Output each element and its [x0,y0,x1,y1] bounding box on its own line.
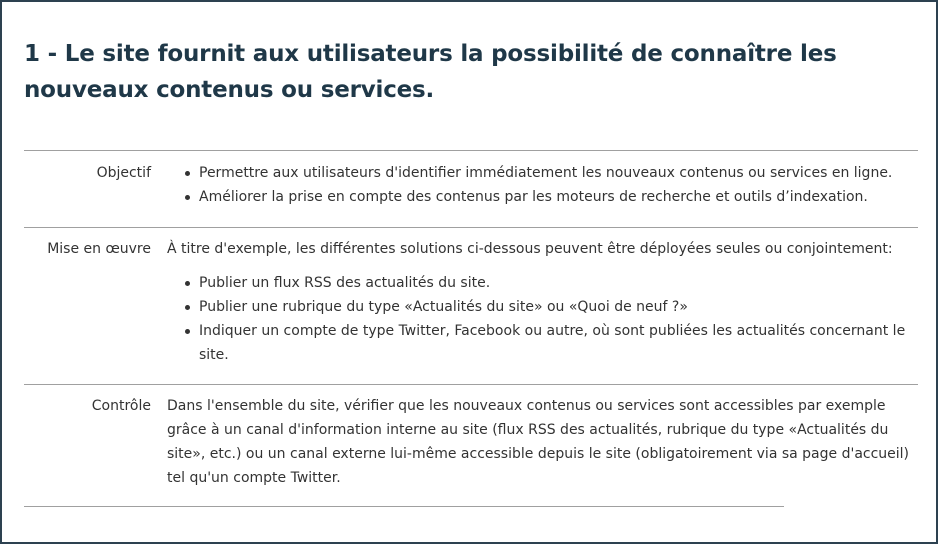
row-controle [24,384,918,507]
row-mise-en-oeuvre [24,227,918,384]
row-content-mise-en-oeuvre [167,237,918,384]
criteria-table [24,150,918,507]
page-title: 1 - Le site fournit aux utilisateurs la possibilité de connaître les nouveaux contenus ou services. [24,41,837,103]
row-content-objectif [167,161,918,227]
mise-en-oeuvre-list [167,271,918,367]
row-content-controle [167,394,918,507]
list-item: Indiquer un compte de type Twitter, Facebook ou autre, où sont publiées les actualités concernant le site. [199,319,918,367]
controle-text: Dans l'ensemble du site, vérifier que les nouveaux contenus ou services sont accessibles par exemple grâce à un canal d'information interne au site (flux RSS des actualités, rubrique du type «Actualités du site», etc.) ou un canal externe lui-même accessible depuis le site (obligatoirement via sa page d'accueil) tel qu'un compte Twitter. [167,398,910,486]
list-item: Améliorer la prise en compte des contenus par les moteurs de recherche et outils d’indexation. [199,185,918,209]
row-label-objectif: Objectif [96,165,151,181]
list-item: Permettre aux utilisateurs d'identifier immédiatement les nouveaux contenus ou services en ligne. [199,161,918,185]
row-label-controle: Contrôle [91,398,151,414]
mise-en-oeuvre-intro: À titre d'exemple, les différentes solutions ci-dessous peuvent être déployées seules ou conjointement: [167,241,893,257]
bottom-divider [24,506,784,507]
list-item: Publier un flux RSS des actualités du site. [199,271,918,295]
list-item: Publier une rubrique du type «Actualités du site» ou «Quoi de neuf ?» [199,295,918,319]
row-objectif [24,150,918,227]
objectif-list [167,161,918,209]
row-label-mise-en-oeuvre: Mise en œuvre [47,241,151,257]
